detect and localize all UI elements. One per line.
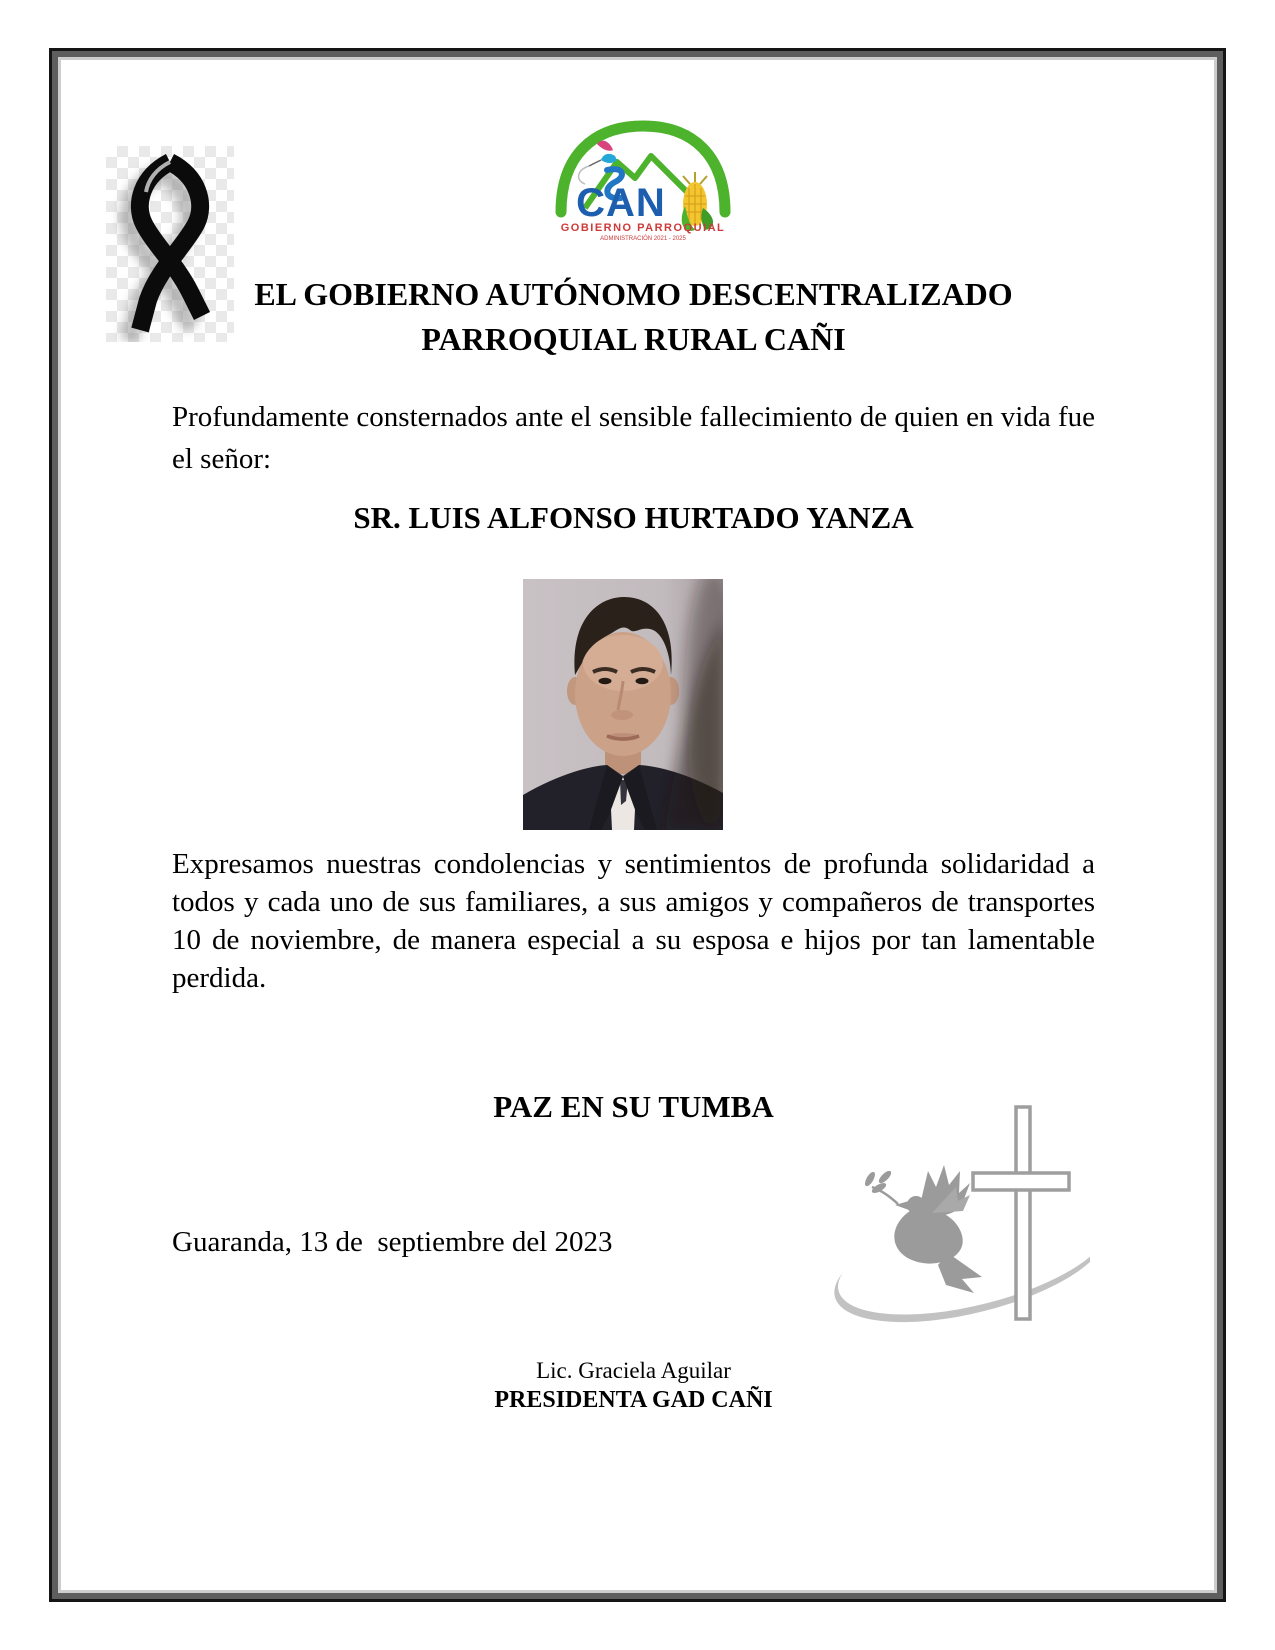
- logo-acronym: CAN: [576, 181, 666, 225]
- portrait-svg: [523, 579, 723, 830]
- logo-administration: ADMINISTRACIÓN 2021 - 2025: [600, 236, 686, 242]
- dove-cross-icon: [810, 1095, 1090, 1355]
- dateline: Guaranda, 13 de septiembre del 2023: [172, 1226, 613, 1258]
- signature-name: Lic. Graciela Aguilar: [536, 1358, 731, 1383]
- deceased-name: SR. LUIS ALFONSO HURTADO YANZA: [353, 500, 914, 535]
- intro-paragraph: Profundamente consternados ante el sensible fallecimiento de quien en vida fue el señor:: [172, 401, 1095, 475]
- gad-cani-logo: [545, 112, 741, 242]
- dove-cross-svg: [810, 1095, 1090, 1355]
- condolence-paragraph: Expresamos nuestras condolencias y sentimientos de profunda solidaridad a todos y cada uno de sus familiares, a sus amigos y compañeros de transportes 10 de noviembre, de manera especial a su esposa e hijos por tan lamentable perdida.: [172, 848, 1095, 994]
- farewell-text: PAZ EN SU TUMBA: [493, 1089, 774, 1124]
- gad-cani-logo-svg: [545, 112, 741, 242]
- signature-block: [172, 1357, 1095, 1416]
- signature-title: PRESIDENTA GAD CAÑI: [494, 1387, 773, 1413]
- document-title: [172, 272, 1095, 362]
- portrait-photo: [523, 579, 723, 830]
- logo-subtitle: GOBIERNO PARROQUIAL: [560, 222, 726, 234]
- title-line-1: EL GOBIERNO AUTÓNOMO DESCENTRALIZADO: [254, 276, 1013, 312]
- title-line-2: PARROQUIAL RURAL CAÑI: [421, 321, 846, 357]
